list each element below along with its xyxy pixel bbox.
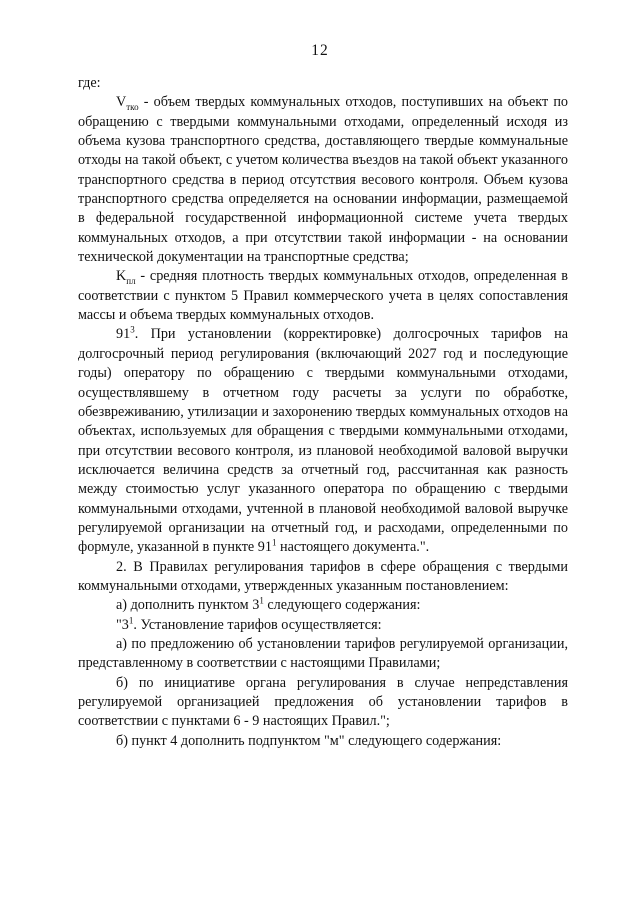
document-body <box>78 74 568 751</box>
definition-k-text: - средняя плотность твердых коммунальных отходов, определенная в соответствии с пунктом 5 Правил коммерческого учета в целях сопоставления массы и объема твердых коммунальных отходов. <box>78 268 568 324</box>
symbol-k: K <box>116 268 127 285</box>
clause-text: . При установлении (корректировке) долгосрочных тарифов на долгосрочный период регулирования (включающий 2027 год и последующие годы) оператору по обращению с твердыми коммунальными отходами, осуществлявшему в отчетном году расчеты за услуги по обработке, обезвреживанию, утилизации и захоронению твердых коммунальных отходов на объектах, используемых для обращения с твердыми коммунальными отходами, при отсутствии весового контроля, из плановой необходимой валовой выручки исключается величина средств за отчетный год, рассчитанная как разность между стоимостью услуг указанного оператора по обращению с твердыми коммунальными отходами, учтенной в плановой необходимой валовой выручке регулируемой организации на отчетный год, и расходами, определенными по формуле, указанной в пункте 91 <box>78 326 568 556</box>
paragraph-91-3 <box>78 325 568 557</box>
symbol-v: V <box>116 94 127 111</box>
paragraph-3-1-tail: . Установление тарифов осуществляется: <box>133 616 382 633</box>
paragraph-a-text: а) дополнить пунктом 3 <box>116 597 260 614</box>
paragraph-definition-v <box>78 93 568 267</box>
paragraph-intro: где: <box>78 75 101 91</box>
paragraph-3-1-text: "3 <box>116 616 129 633</box>
paragraph-a-sup: 1 <box>259 595 264 606</box>
symbol-k-subscript: пл <box>126 276 136 287</box>
page-number: 12 <box>311 42 329 59</box>
paragraph-3-1 <box>78 616 568 635</box>
paragraph-a <box>78 596 568 615</box>
paragraph-2: 2. В Правилах регулирования тарифов в сфере обращения с твердыми коммунальными отходами, утвержденных указанным постановлением: <box>78 558 568 594</box>
paragraph-3-1-sup: 1 <box>128 614 134 625</box>
paragraph-b: б) по инициативе органа регулирования в случае непредставления регулируемой организацией предложения об установлении тарифов в соответствии с пунктами 6 - 9 настоящих Правил."; <box>78 674 568 730</box>
definition-v-text: - объем твердых коммунальных отходов, поступивших на объект по обращению с твердыми коммунальными отходами, определенный исходя из объема кузова транспортного средства, доставляющего твердые коммунальные отходы на такой объект, с учетом количества въездов на такой объект указанного транспортного средства в период отсутствия весового контроля. Объем кузова транспортного средства определяется на основании информации, размещаемой в федеральной государственной информационной системе учета твердых коммунальных отходов, а при отсутствии такой информации - на основании технической документации на транспортные средства; <box>78 94 569 266</box>
clause-number-sup: 3 <box>130 324 135 335</box>
paragraph-a-tail: следующего содержания: <box>263 597 421 614</box>
paragraph-b-2: б) пункт 4 дополнить подпунктом "м" следующего содержания: <box>116 732 502 749</box>
paragraph-definition-k <box>78 267 568 325</box>
clause-tail: настоящего документа.". <box>276 539 430 556</box>
clause-number: 91 <box>116 326 131 343</box>
clause-ref-sup: 1 <box>271 537 277 548</box>
symbol-v-subscript: тко <box>126 102 139 113</box>
paragraph-a-2: а) по предложению об установлении тарифов регулируемой организации, представленному в соответствии с настоящими Правилами; <box>78 635 568 672</box>
